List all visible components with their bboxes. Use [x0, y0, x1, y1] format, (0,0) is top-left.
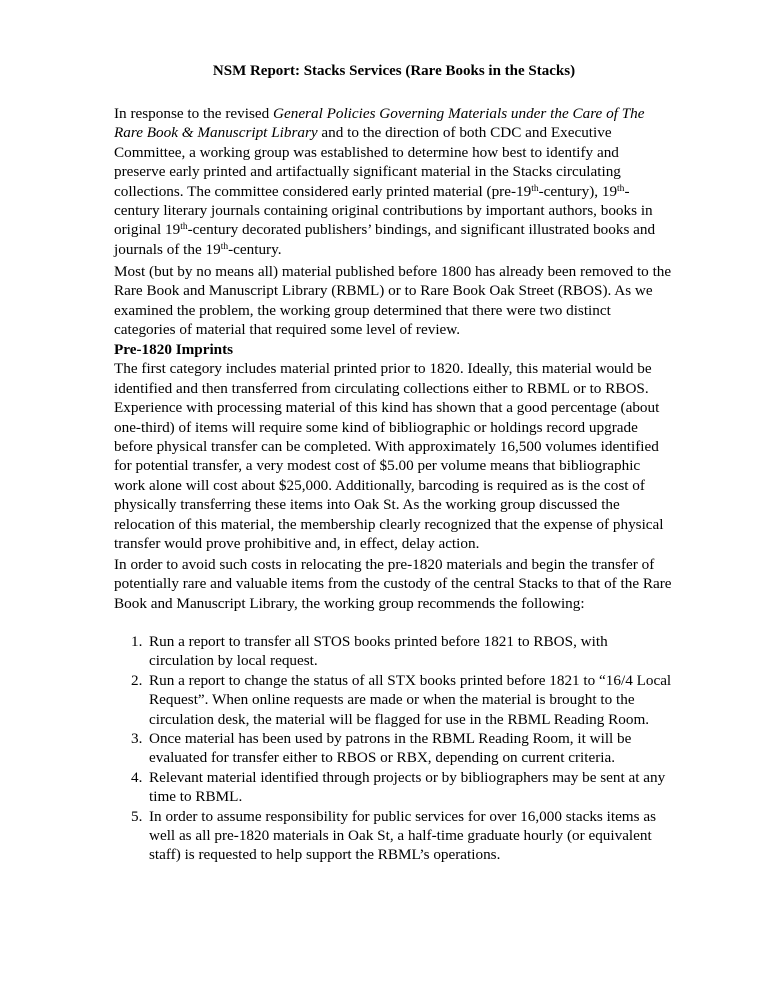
list-item: 5. In order to assume responsibility for public services for over 16,000 stacks items as well as all pre-1820 materials in Oak St, a half-time graduate hourly (or equivalent staff) is requested to help support the RBML’s operations.: [131, 807, 656, 864]
list-item: 3. Once material has been used by patrons in the RBML Reading Room, it will be evaluated for transfer either to RBOS or RBX, depending on current criteria.: [131, 730, 632, 767]
section-body: The first category includes material printed prior to 1820. Ideally, this material would be identified and then transferred from circulating collections either to RBML or to RBOS. Experience with processing material of this kind has shown that a good percentage (about one-third) of items will require some kind of bibliographic or holdings record upgrade before physical transfer can be completed. With approximately 16,500 volumes identified for potential transfer, a very modest cost of $5.00 per volume means that bibliographic work alone will cost about $25,000. Additionally, barcoding is required as is the cost of physically transferring these items into Oak St. As the working group discussed the relocation of this material, the membership clearly recognized that the expense of physical transfer would prove prohibitive and, in effect, delay action.: [114, 360, 664, 553]
rbml-paragraph: Most (but by no means all) material published before 1800 has already been removed to the Rare Book and Manuscript Library (RBML) or to Rare Book Oak Street (RBOS). As we examined the problem, the working group determined that there were two distinct categories of material that required some level of review.: [114, 263, 672, 339]
policy-title: General Policies Governing Materials under the Care of The Rare Book & Manuscript Library: [114, 105, 645, 142]
intro-paragraph: In response to the revised General Policies Governing Materials under the Care of The Rare Book & Manuscript Library and to the direction of both CDC and Executive Committee, a working group was established to determine how best to identify and preserve early printed and artifactually significant material in the Stacks circulating collections. The committee considered early printed material (pre-19th-century), 19th-century literary journals containing original contributions by important authors, books in original 19th-century decorated publishers’ bindings, and significant illustrated books and journals of the 19th-century.: [114, 105, 656, 258]
recommendation-intro: In order to avoid such costs in relocating the pre-1820 materials and begin the transfer of potentially rare and valuable items from the custody of the central Stacks to that of the Rare Book and Manuscript Library, the working group recommends the following:: [114, 556, 672, 612]
pre1820-section: [114, 340, 674, 553]
recommendations-list: [114, 632, 674, 865]
list-item: 4. Relevant material identified through projects or by bibliographers may be sent at any time to RBML.: [131, 768, 666, 806]
list-item: 2. Run a report to change the status of all STX books printed before 1821 to “16/4 Local Request”. When online requests are made or when the material is brought to the circulation desk, the material will be flagged for use in the RBML Reading Room.: [131, 671, 672, 728]
page-title: NSM Report: Stacks Services (Rare Books in the Stacks): [212, 63, 576, 79]
section-heading: Pre-1820 Imprints: [114, 341, 234, 358]
list-item: 1. Run a report to transfer all STOS books printed before 1821 to RBOS, with circulation by local request.: [131, 633, 608, 670]
